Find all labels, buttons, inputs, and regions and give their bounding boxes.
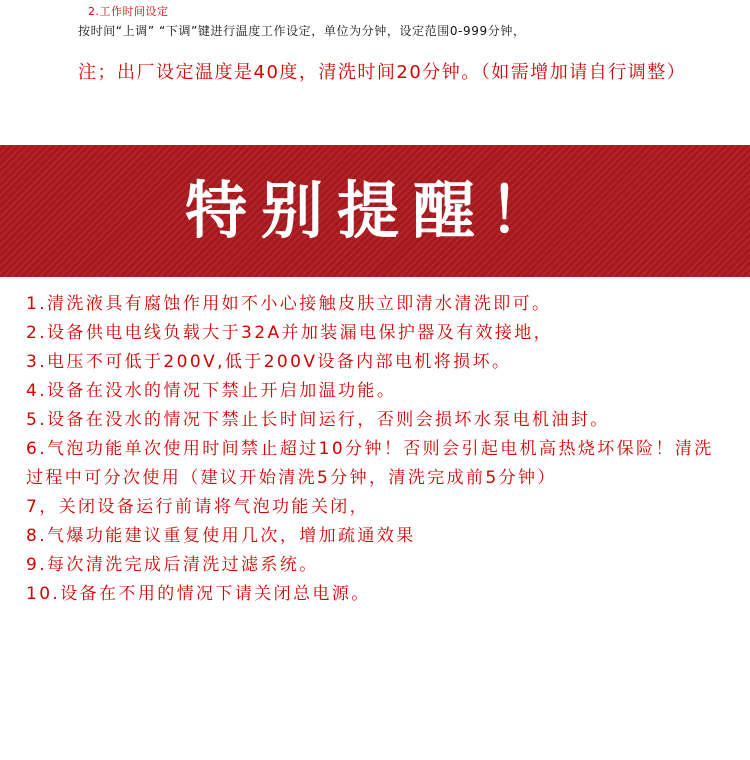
- warning-item: 4.设备在没水的情况下禁止开启加温功能。: [26, 381, 397, 401]
- factory-setting-note: 注；出厂设定温度是40度，清洗时间20分钟。（如需增加请自行调整）: [78, 62, 687, 83]
- warning-item: 3.电压不可低于200V,低于200V设备内部电机将损坏。: [26, 352, 512, 372]
- warning-item: 8.气爆功能建议重复使用几次，增加疏通效果: [26, 526, 416, 546]
- section-heading: 2.工作时间设定: [88, 5, 169, 18]
- warning-item: 2.设备供电电线负载大于32A并加装漏电保护器及有效接地，: [26, 323, 554, 343]
- banner-title: 特别提醒！: [184, 174, 565, 247]
- warning-item: 6.气泡功能单次使用时间禁止超过10分钟！否则会引起电机高热烧坏保险！清洗过程中可分次使用（建议开始清洗5分钟，清洗完成前5分钟）: [26, 439, 714, 488]
- warning-item: 10.设备在不用的情况下请关闭总电源。: [26, 584, 371, 604]
- warning-list: [26, 290, 726, 609]
- instruction-text: 按时间“上调” “下调”键进行温度工作设定，单位为分钟，设定范围0-999分钟，: [78, 24, 526, 38]
- warning-item: 5.设备在没水的情况下禁止长时间运行，否则会损坏水泵电机油封。: [26, 410, 610, 430]
- warning-item: 7，关闭设备运行前请将气泡功能关闭，: [26, 497, 370, 517]
- work-time-settings-section: [0, 0, 750, 145]
- warning-item: 1.清洗液具有腐蚀作用如不小心接触皮肤立即清水清洗即可。: [26, 294, 552, 314]
- special-reminder-banner: [0, 145, 750, 277]
- warning-item: 9.每次清洗完成后清洗过滤系统。: [26, 555, 319, 575]
